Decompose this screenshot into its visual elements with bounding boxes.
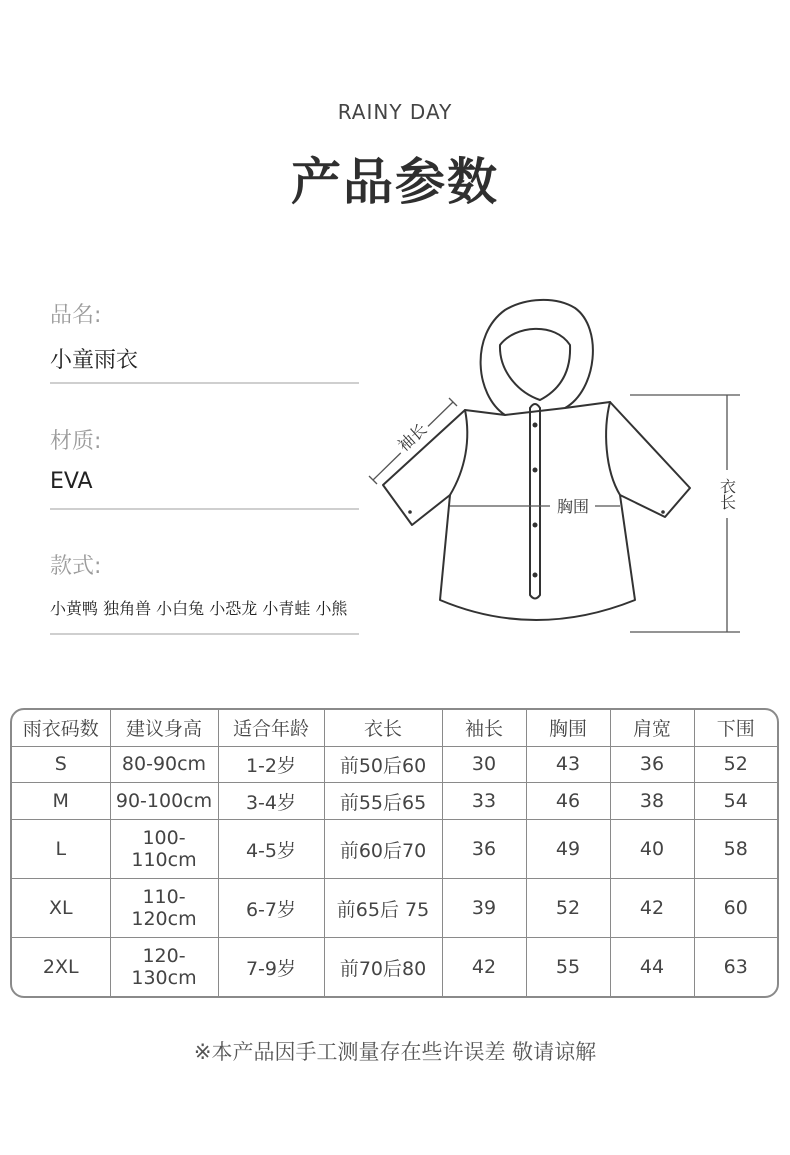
table-cell: 1-2岁 bbox=[218, 746, 324, 783]
table-cell: 42 bbox=[610, 879, 694, 938]
table-cell: 3-4岁 bbox=[218, 783, 324, 820]
spec-name bbox=[50, 298, 359, 374]
table-cell: 80-90cm bbox=[110, 746, 218, 783]
table-cell: 52 bbox=[526, 879, 610, 938]
table-cell: 38 bbox=[610, 783, 694, 820]
placket bbox=[530, 408, 540, 599]
length-label: 衣长 bbox=[717, 478, 737, 510]
table-cell: 7-9岁 bbox=[218, 938, 324, 996]
header-cell: 建议身高 bbox=[110, 710, 218, 746]
table-cell: 2XL bbox=[12, 938, 110, 996]
table-cell: 前70后80 bbox=[324, 938, 442, 996]
spec-label: 材质: bbox=[50, 429, 102, 454]
table-row bbox=[12, 783, 777, 820]
sleeve-dot bbox=[661, 510, 665, 514]
table-row bbox=[12, 938, 777, 996]
table-header-row bbox=[12, 710, 777, 746]
button bbox=[533, 523, 538, 528]
table-cell: 39 bbox=[442, 879, 526, 938]
table-cell: 前55后65 bbox=[324, 783, 442, 820]
table-cell: 43 bbox=[526, 746, 610, 783]
raincoat-diagram bbox=[365, 290, 745, 650]
table-cell: 40 bbox=[610, 820, 694, 879]
table-cell: 36 bbox=[610, 746, 694, 783]
table-row bbox=[12, 879, 777, 938]
header-cell: 下围 bbox=[694, 710, 777, 746]
spec-label: 款式: bbox=[50, 554, 102, 579]
spec-value: 小童雨衣 bbox=[50, 348, 139, 373]
right-armhole bbox=[606, 402, 620, 495]
table-cell: 前50后60 bbox=[324, 746, 442, 783]
sleeve-dot bbox=[408, 510, 412, 514]
table-cell: 54 bbox=[694, 783, 777, 820]
spec-material bbox=[50, 424, 359, 494]
divider bbox=[50, 382, 359, 384]
table-cell: 前60后70 bbox=[324, 820, 442, 879]
header-cell: 袖长 bbox=[442, 710, 526, 746]
sleeve-label: 袖长 bbox=[394, 419, 431, 456]
table-cell: 60 bbox=[694, 879, 777, 938]
table-cell: 42 bbox=[442, 938, 526, 996]
header-cell: 肩宽 bbox=[610, 710, 694, 746]
table-row bbox=[12, 820, 777, 879]
table-cell: 58 bbox=[694, 820, 777, 879]
button bbox=[533, 573, 538, 578]
table-cell: S bbox=[12, 746, 110, 783]
table-cell: 52 bbox=[694, 746, 777, 783]
spec-style bbox=[50, 549, 359, 619]
table-cell: 36 bbox=[442, 820, 526, 879]
divider bbox=[50, 633, 359, 635]
hood-opening bbox=[500, 329, 570, 400]
table-cell: 44 bbox=[610, 938, 694, 996]
table-cell: 63 bbox=[694, 938, 777, 996]
spec-value: EVA bbox=[50, 469, 93, 494]
size-table bbox=[10, 708, 779, 998]
brand-eyebrow: RAINY DAY bbox=[337, 100, 453, 124]
table-cell: 30 bbox=[442, 746, 526, 783]
table-cell: 46 bbox=[526, 783, 610, 820]
table-cell: 49 bbox=[526, 820, 610, 879]
table-row bbox=[12, 746, 777, 783]
table-cell: 55 bbox=[526, 938, 610, 996]
table-cell: 4-5岁 bbox=[218, 820, 324, 879]
spec-label: 品名: bbox=[50, 303, 102, 328]
header-cell: 适合年龄 bbox=[218, 710, 324, 746]
left-armhole bbox=[450, 410, 467, 495]
table-cell: 100-110cm bbox=[110, 820, 218, 879]
chest-label: 胸围 bbox=[556, 497, 590, 516]
page-title: 产品参数 bbox=[291, 153, 499, 211]
table-cell: 90-100cm bbox=[110, 783, 218, 820]
table-cell: XL bbox=[12, 879, 110, 938]
table-cell: 120-130cm bbox=[110, 938, 218, 996]
header-cell: 衣长 bbox=[324, 710, 442, 746]
divider bbox=[50, 508, 359, 510]
measurement-note: ※本产品因手工测量存在些许误差 敬请谅解 bbox=[193, 1040, 597, 1064]
table-cell: 6-7岁 bbox=[218, 879, 324, 938]
table-cell: 前65后 75 bbox=[324, 879, 442, 938]
button bbox=[533, 423, 538, 428]
table-cell: 33 bbox=[442, 783, 526, 820]
table-cell: L bbox=[12, 820, 110, 879]
header-cell: 胸围 bbox=[526, 710, 610, 746]
table-cell: M bbox=[12, 783, 110, 820]
header-cell: 雨衣码数 bbox=[12, 710, 110, 746]
table-cell: 110-120cm bbox=[110, 879, 218, 938]
button bbox=[533, 468, 538, 473]
spec-value: 小黄鸭 独角兽 小白兔 小恐龙 小青蛙 小熊 bbox=[50, 599, 348, 618]
